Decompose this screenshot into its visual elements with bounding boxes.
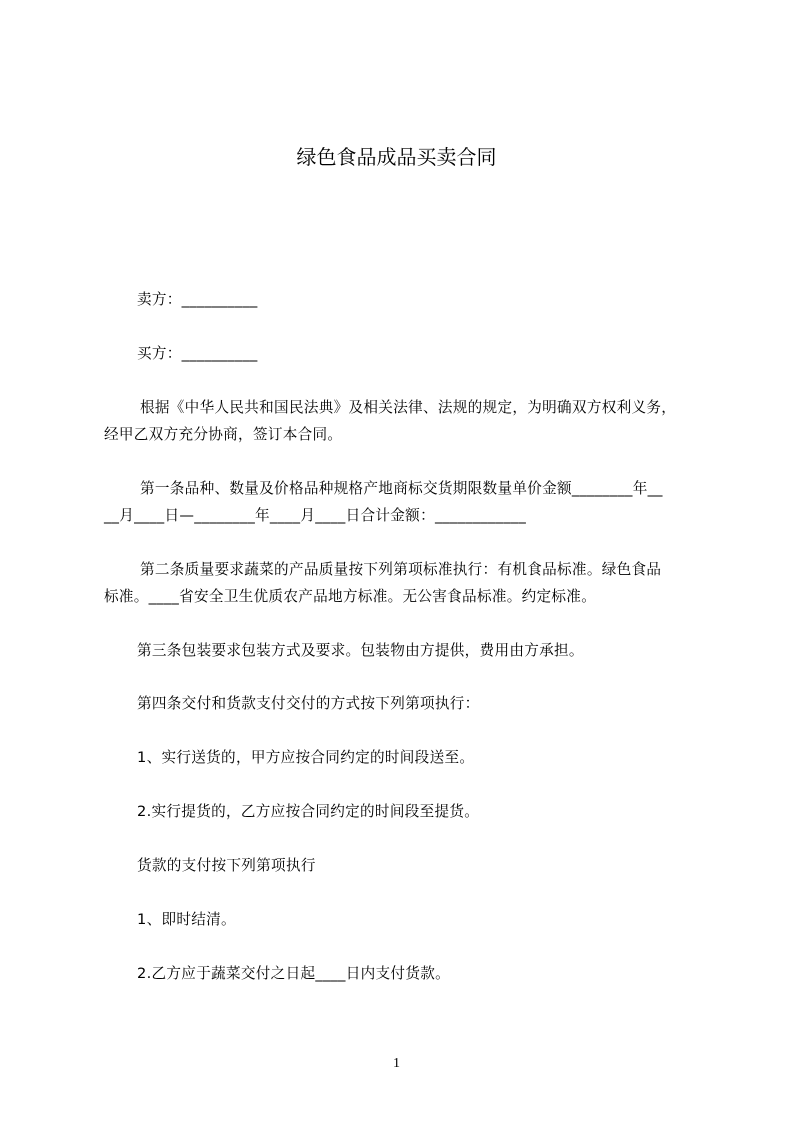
article-1-line-1: 第一条品种、数量及价格品种规格产地商标交货期限数量单价金额________年__ bbox=[140, 480, 663, 497]
article-4: 第四条交付和货款支付交付的方式按下列第项执行： bbox=[137, 695, 480, 712]
seller-line: 卖方：__________ bbox=[137, 291, 258, 308]
document-title: 绿色食品成品买卖合同 bbox=[296, 145, 497, 169]
article-2-line-2: 标准。____省安全卫生优质农产品地方标准。无公害食品标准。约定标准。 bbox=[104, 588, 597, 605]
article-1-line-2: __月____日—________年____月____日合计金额：____________ bbox=[104, 507, 527, 524]
payment-option-1: 1、即时结清。 bbox=[137, 911, 236, 928]
preamble-line-1: 根据《中华人民共和国民法典》及相关法律、法规的规定，为明确双方权利义务， bbox=[140, 399, 677, 416]
page-number: 1 bbox=[393, 1056, 400, 1071]
delivery-option-1: 1、实行送货的，甲方应按合同约定的时间段送至。 bbox=[137, 749, 475, 766]
buyer-line: 买方：__________ bbox=[137, 345, 258, 362]
delivery-option-2: 2.实行提货的，乙方应按合同约定的时间段至提货。 bbox=[137, 803, 480, 820]
payment-option-2: 2.乙方应于蔬菜交付之日起____日内支付货款。 bbox=[137, 965, 451, 982]
payment-heading: 货款的支付按下列第项执行 bbox=[137, 857, 316, 874]
preamble-line-2: 经甲乙双方充分协商，签订本合同。 bbox=[104, 426, 343, 443]
article-2-line-1: 第二条质量要求蔬菜的产品质量按下列第项标准执行：有机食品标准。绿色食品 bbox=[140, 561, 662, 578]
article-3: 第三条包装要求包装方式及要求。包装物由方提供，费用由方承担。 bbox=[137, 642, 584, 659]
